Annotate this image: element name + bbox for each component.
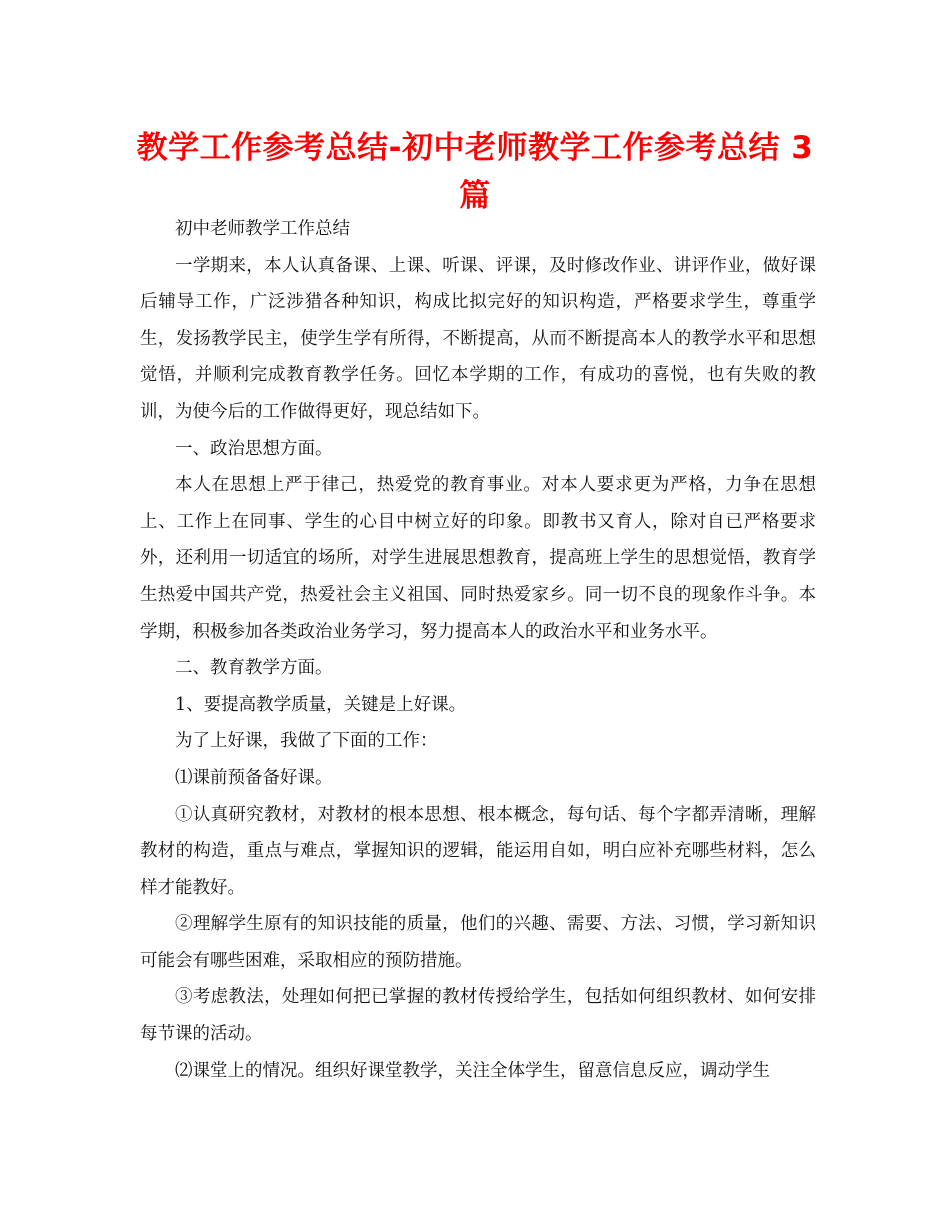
paragraph-intro: 一学期来，本人认真备课、上课、听课、评课，及时修改作业、讲评作业，做好课后辅导工作，广泛涉猎各种知识，构成比拟完好的知识构造，严格要求学生，尊重学生，发扬教学民主，使学生学有所得，不断提高，从而不断提高本人的教学水平和思想觉悟，并顺利完成教育教学任务。回忆本学期的工作，有成功的喜悦，也有失败的教训，为使今后的工作做得更好，现总结如下。: [140, 255, 816, 422]
paragraph-item-2: ⑵课堂上的情况。组织好课堂教学，关注全体学生，留意信息反应，调动学生: [175, 1060, 770, 1081]
section-heading-teaching: 二、教育教学方面。: [175, 658, 333, 679]
paragraph-subitem-3: ③考虑教法，处理如何把已掌握的教材传授给学生，包括如何组织教材、如何安排每节课的活动。: [140, 987, 816, 1045]
paragraph-point-1: 1、要提高教学质量，关键是上好课。: [175, 694, 467, 715]
paragraph-subitem-2: ②理解学生原有的知识技能的质量，他们的兴趣、需要、方法、习惯，学习新知识可能会有哪些困难，采取相应的预防措施。: [140, 914, 816, 971]
document-body: [140, 211, 816, 1089]
paragraph-subitem-1: ①认真研究教材，对教材的根本思想、根本概念，每句话、每个字都弄清晰，理解教材的构造，重点与难点，掌握知识的逻辑，能运用自如，明白应补充哪些材料，怎么样才能教好。: [140, 804, 816, 898]
paragraph-work-intro: 为了上好课，我做了下面的工作：: [175, 731, 438, 752]
paragraph-item-1: ⑴课前预备备好课。: [175, 767, 333, 788]
document-title: 教学工作参考总结-初中老师教学工作参考总结 3 篇: [136, 130, 814, 214]
section-heading-politics: 一、政治思想方面。: [175, 438, 333, 459]
paragraph-subtitle: 初中老师教学工作总结: [175, 219, 350, 239]
paragraph-politics: 本人在思想上严于律己，热爱党的教育事业。对本人要求更为严格，力争在思想上、工作上在同事、学生的心目中树立好的印象。即教书又育人，除对自已严格要求外，还利用一切适宜的场所，对学生进展思想教育，提高班上学生的思想觉悟，教育学生热爱中国共产党，热爱社会主义祖国、同时热爱家乡。同一切不良的现象作斗争。本学期，积极参加各类政治业务学习，努力提高本人的政治水平和业务水平。: [140, 475, 816, 642]
